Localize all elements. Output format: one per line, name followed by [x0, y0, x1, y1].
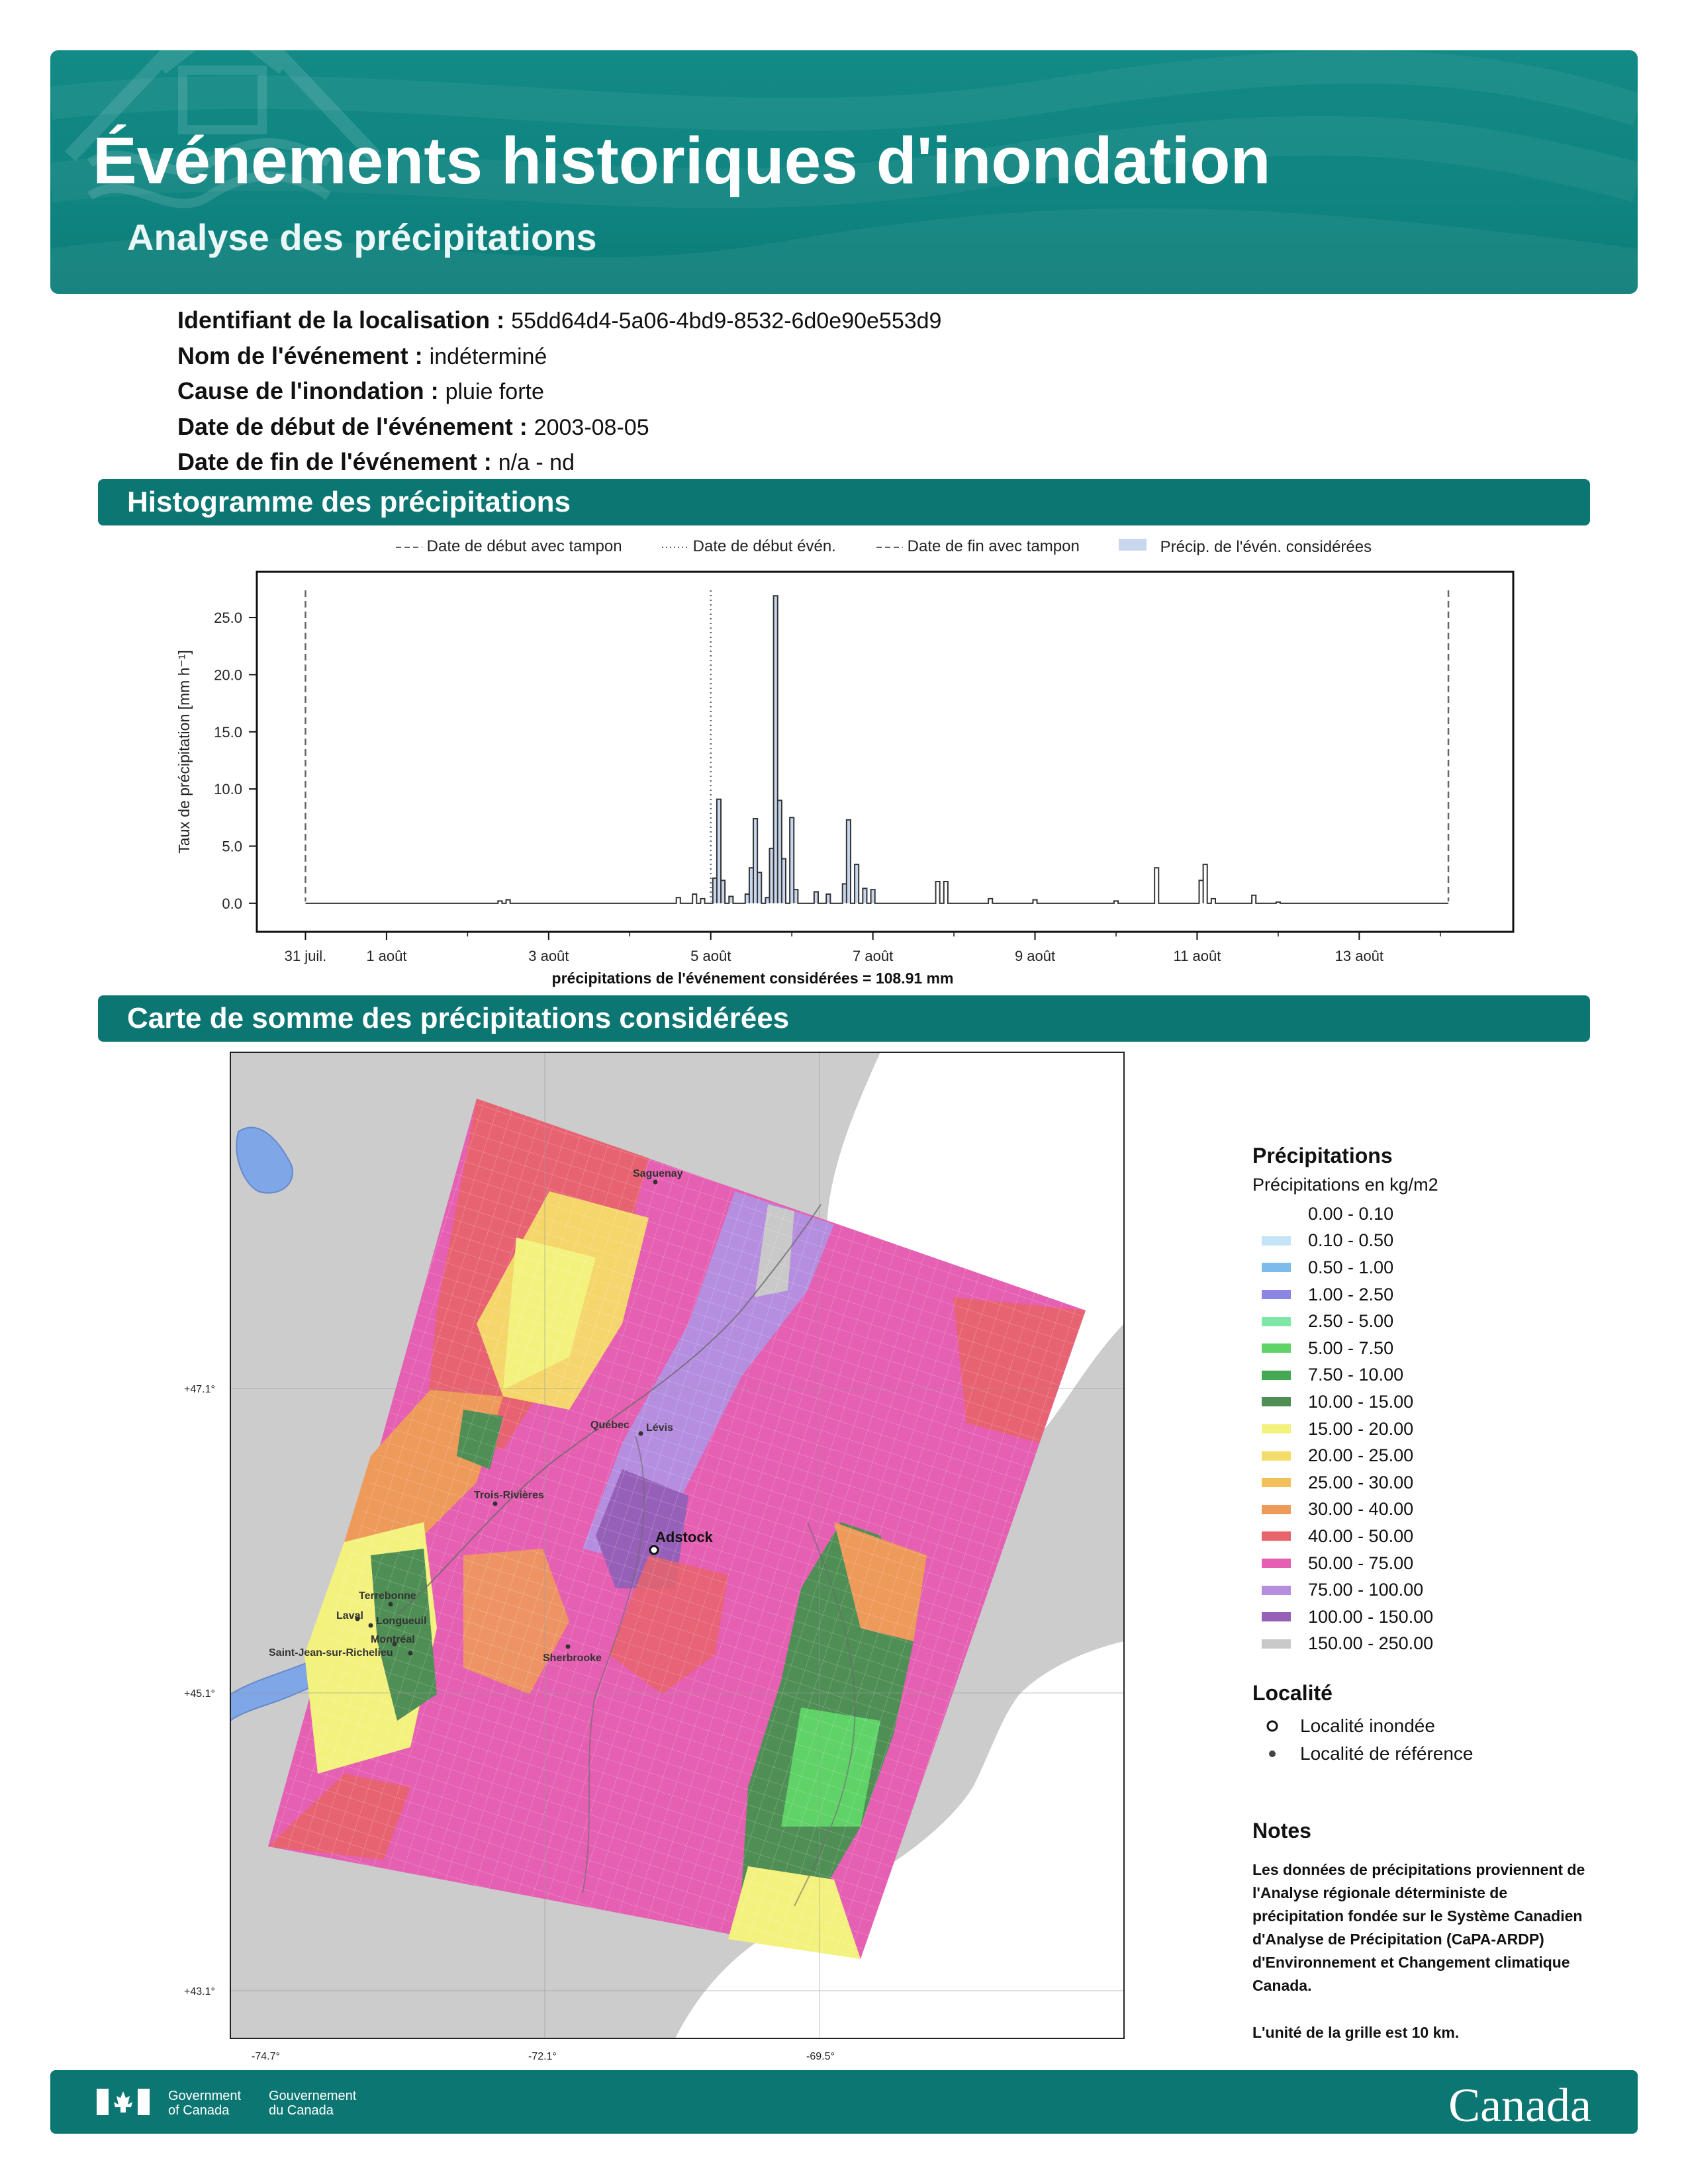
legend-event-precip-label: Précip. de l'évén. considérées [1160, 538, 1372, 556]
hollow-circle-icon [1264, 1718, 1280, 1734]
notes-text [1252, 1858, 1597, 2068]
legend-class-item [1252, 1308, 1438, 1335]
city-label: Terrebonne [359, 1590, 416, 1602]
flooded-city-label: Adstock [655, 1529, 713, 1545]
legend-class-item [1252, 1550, 1438, 1577]
legend-class-label: 20.00 - 25.00 [1308, 1445, 1414, 1466]
end-date-label: Date de fin de l'événement : [177, 448, 492, 475]
legend-swatch [1262, 1209, 1291, 1218]
legend-swatch [1262, 1263, 1291, 1272]
legend-swatch [1262, 1586, 1291, 1595]
legend-class-item [1252, 1469, 1438, 1496]
legend-class-item [1252, 1442, 1438, 1469]
gov-en-text [168, 2089, 241, 2118]
legend-class-label: 100.00 - 150.00 [1308, 1606, 1434, 1627]
legend-swatch [1262, 1531, 1291, 1541]
legend-buffer-end-label: Date de fin avec tampon [907, 537, 1080, 555]
reference-city-marker [493, 1502, 498, 1506]
locality-reference-item [1264, 1743, 1474, 1764]
city-label: Trois-Rivières [474, 1490, 544, 1501]
legend-class-item [1252, 1388, 1438, 1416]
location-id-label: Identifiant de la localisation : [177, 306, 505, 334]
legend-swatch [1262, 1317, 1291, 1326]
page-title: Événements historiques d'inondation [93, 124, 1271, 198]
legend-class-label: 1.00 - 2.50 [1308, 1284, 1394, 1304]
start-date-label: Date de début de l'événement : [177, 412, 528, 440]
locality-flooded-item [1264, 1715, 1435, 1737]
legend-swatch [1262, 1236, 1291, 1246]
city-label: Longueuil [376, 1615, 427, 1627]
map-section-header: Carte de somme des précipitations considérées [98, 995, 1590, 1042]
legend-class-item [1252, 1228, 1438, 1255]
event-name-label: Nom de l'événement : [177, 341, 423, 369]
y-tick-label: 10.0 [214, 781, 242, 798]
legend-class-label: 40.00 - 50.00 [1308, 1525, 1414, 1546]
lon-label: -69.5° [806, 2051, 835, 2062]
y-tick-label: 25.0 [214, 610, 242, 627]
x-axis-label: précipitations de l'événement considérées = 108.91 mm [551, 970, 954, 987]
location-id-value: 55dd64d4-5a06-4bd9-8532-6d0e90e553d9 [511, 308, 942, 334]
legend-class-item [1252, 1362, 1438, 1389]
reference-city-marker [408, 1651, 413, 1656]
notes-paragraph: L'unité de la grille est 10 km. [1252, 2024, 1460, 2041]
reference-city-marker [653, 1180, 658, 1185]
event-name-value: indéterminé [429, 343, 547, 369]
histogram-section-header: Histogramme des précipitations [98, 479, 1590, 525]
legend-swatch [1262, 1639, 1291, 1649]
city-label: Lévis [646, 1422, 673, 1433]
legend-class-item [1252, 1201, 1438, 1228]
legend-class-item [1252, 1335, 1438, 1362]
legend-class-label: 30.00 - 40.00 [1308, 1499, 1414, 1520]
legend-swatch [1262, 1397, 1291, 1406]
x-tick-label: 13 août [1335, 948, 1384, 964]
canada-flag-icon [97, 2089, 150, 2115]
x-tick-label: 7 août [853, 948, 894, 964]
notes-title: Notes [1252, 1819, 1311, 1843]
map-legend [1252, 1144, 1438, 1657]
gov-en-line: Government [168, 2089, 242, 2103]
dot-icon [1264, 1746, 1280, 1762]
notes-paragraph: Les données de précipitations proviennent de l'Analyse régionale déterministe de précipitation fondée sur le Système Canadien d'Analyse de Précipitation (CaPA-ARDP) d'Environnement et Changement climatique Canada. [1252, 1861, 1585, 1994]
page-subtitle: Analyse des précipitations [127, 216, 597, 258]
legend-class-item [1252, 1416, 1438, 1443]
gov-fr-line: Gouvernement [269, 2089, 357, 2103]
reference-city-marker [389, 1602, 393, 1607]
legend-swatch [1262, 1612, 1291, 1621]
city-label: Montréal [371, 1634, 415, 1645]
flood-cause-value: pluie forte [445, 379, 544, 404]
gov-fr-text [269, 2089, 356, 2118]
legend-event-start-label: Date de début évén. [692, 537, 836, 555]
legend-swatch [1262, 1559, 1291, 1568]
x-tick-label: 3 août [528, 948, 569, 964]
legend-swatch [1262, 1505, 1291, 1514]
legend-class-label: 0.00 - 0.10 [1308, 1203, 1394, 1224]
x-tick-label: 1 août [366, 948, 407, 964]
lon-label: -74.7° [252, 2051, 280, 2062]
legend-class-label: 0.50 - 1.00 [1308, 1257, 1394, 1277]
lon-label: -72.1° [528, 2051, 557, 2062]
canada-wordmark: Canada [1448, 2079, 1591, 2132]
legend-class-item [1252, 1254, 1438, 1281]
start-date-value: 2003-08-05 [534, 414, 649, 440]
reference-city-marker [566, 1645, 571, 1649]
legend-class-item [1252, 1576, 1438, 1604]
end-date-value: n/a - nd [498, 450, 575, 475]
y-tick-label: 20.0 [214, 666, 242, 684]
legend-swatch [1262, 1478, 1291, 1487]
legend-class-label: 25.00 - 30.00 [1308, 1472, 1414, 1492]
legend-title: Précipitations [1252, 1144, 1393, 1167]
legend-swatch [1262, 1424, 1291, 1433]
lat-label: +45.1° [184, 1688, 215, 1700]
city-label: Laval [336, 1610, 363, 1621]
y-tick-label: 5.0 [222, 838, 242, 855]
lat-label: +47.1° [184, 1384, 215, 1395]
locality-flooded-label: Localité inondée [1300, 1715, 1435, 1736]
footer-bar [50, 2070, 1638, 2134]
gov-fr-line: du Canada [269, 2103, 334, 2118]
legend-class-item [1252, 1631, 1438, 1658]
y-tick-label: 15.0 [214, 723, 242, 741]
x-tick-label: 5 août [690, 948, 731, 964]
reference-city-marker [369, 1623, 373, 1628]
legend-class-label: 5.00 - 7.50 [1308, 1338, 1394, 1358]
flooded-city-marker [650, 1546, 658, 1554]
legend-class-item [1252, 1496, 1438, 1524]
city-label: Saguenay [633, 1168, 683, 1179]
x-tick-label: 11 août [1173, 948, 1221, 964]
legend-class-label: 75.00 - 100.00 [1308, 1580, 1424, 1600]
legend-swatch [1262, 1343, 1291, 1353]
reference-city-marker [639, 1432, 643, 1436]
legend-swatch [1262, 1451, 1291, 1461]
x-tick-label: 9 août [1014, 948, 1056, 964]
legend-class-label: 50.00 - 75.00 [1308, 1553, 1414, 1573]
legend-class-label: 7.50 - 10.00 [1308, 1365, 1404, 1385]
y-axis-label: Taux de précipitation [mm h⁻¹] [175, 650, 193, 854]
city-label: Québec [590, 1420, 630, 1431]
legend-class-label: 10.00 - 15.00 [1308, 1391, 1414, 1412]
flood-cause-label: Cause de l'inondation : [177, 377, 439, 404]
legend-class-label: 15.00 - 20.00 [1308, 1418, 1414, 1439]
legend-buffer-start-label: Date de début avec tampon [426, 537, 622, 555]
legend-class-label: 150.00 - 250.00 [1308, 1633, 1434, 1654]
legend-class-label: 0.10 - 0.50 [1308, 1230, 1394, 1251]
locality-title: Localité [1252, 1681, 1333, 1705]
legend-class-label: 2.50 - 5.00 [1308, 1311, 1394, 1332]
city-label: Sherbrooke [543, 1653, 602, 1664]
city-label: Saint-Jean-sur-Richelieu [269, 1647, 393, 1659]
legend-class-item [1252, 1523, 1438, 1550]
locality-reference-label: Localité de référence [1300, 1743, 1474, 1764]
legend-swatch [1262, 1290, 1291, 1299]
legend-class-item [1252, 1604, 1438, 1631]
gov-en-line: of Canada [168, 2103, 230, 2118]
y-tick-label: 0.0 [222, 895, 242, 912]
legend-class-item [1252, 1281, 1438, 1308]
x-tick-label: 31 juil. [284, 948, 327, 964]
legend-swatch [1262, 1371, 1291, 1380]
legend-subtitle: Précipitations en kg/m2 [1252, 1175, 1438, 1195]
lat-label: +43.1° [184, 1986, 215, 1997]
